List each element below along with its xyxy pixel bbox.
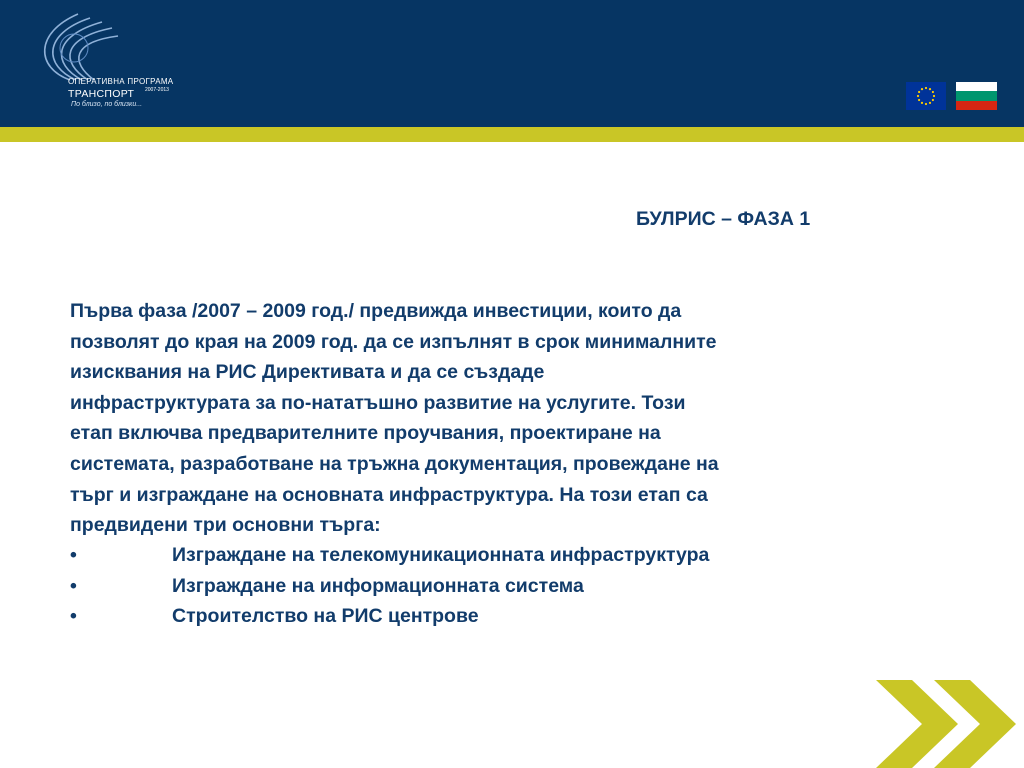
paragraph-line: позволят до края на 2009 год. да се изпълнят в срок минималните [70,330,717,353]
list-item [70,571,709,602]
paragraph-line: Първа фаза /2007 – 2009 год./ предвижда инвестиции, които да [70,300,682,322]
logo-tagline: По близо, по близки... [71,101,143,108]
bullet-icon: • [70,574,77,597]
bulgaria-flag-icon [956,82,997,110]
paragraph-line: етап включва предварителните проучвания, проектиране на [70,422,661,445]
logo-transport-text: ТРАНСПОРТ [68,88,135,100]
paragraph-line: предвидени три основни търга: [70,514,381,537]
body-paragraph [70,296,950,541]
list-item [70,601,709,632]
slide-title: БУЛРИС – ФАЗА 1 [636,208,811,230]
paragraph-line: системата, разработване на тръжна документация, провеждане на [70,452,719,475]
bullet-icon: • [70,605,77,628]
paragraph-line: инфраструктурата за по-нататъшно развитие на услугите. Този [70,391,686,414]
eu-flag-icon [906,82,946,110]
accent-stripe [0,127,1024,142]
logo-years-text: 2007-2013 [145,87,169,93]
bullet-list [70,540,709,632]
paragraph-line: търг и изграждане на основната инфраструктура. На този етап са [70,483,708,506]
header-bar [0,0,1024,127]
logo-wave-icon [30,8,120,88]
list-item-text: Изграждане на информационната система [172,574,584,597]
list-item [70,540,709,571]
logo-program-text: ОПЕРАТИВНА ПРОГРАМА [68,77,174,86]
bullet-icon: • [70,544,77,566]
paragraph-line: изисквания на РИС Директивата и да се създаде [70,361,545,384]
list-item-text: Строителство на РИС центрове [172,605,479,628]
list-item-text: Изграждане на телекомуникационната инфраструктура [172,544,710,566]
double-chevron-icon [872,680,1024,768]
